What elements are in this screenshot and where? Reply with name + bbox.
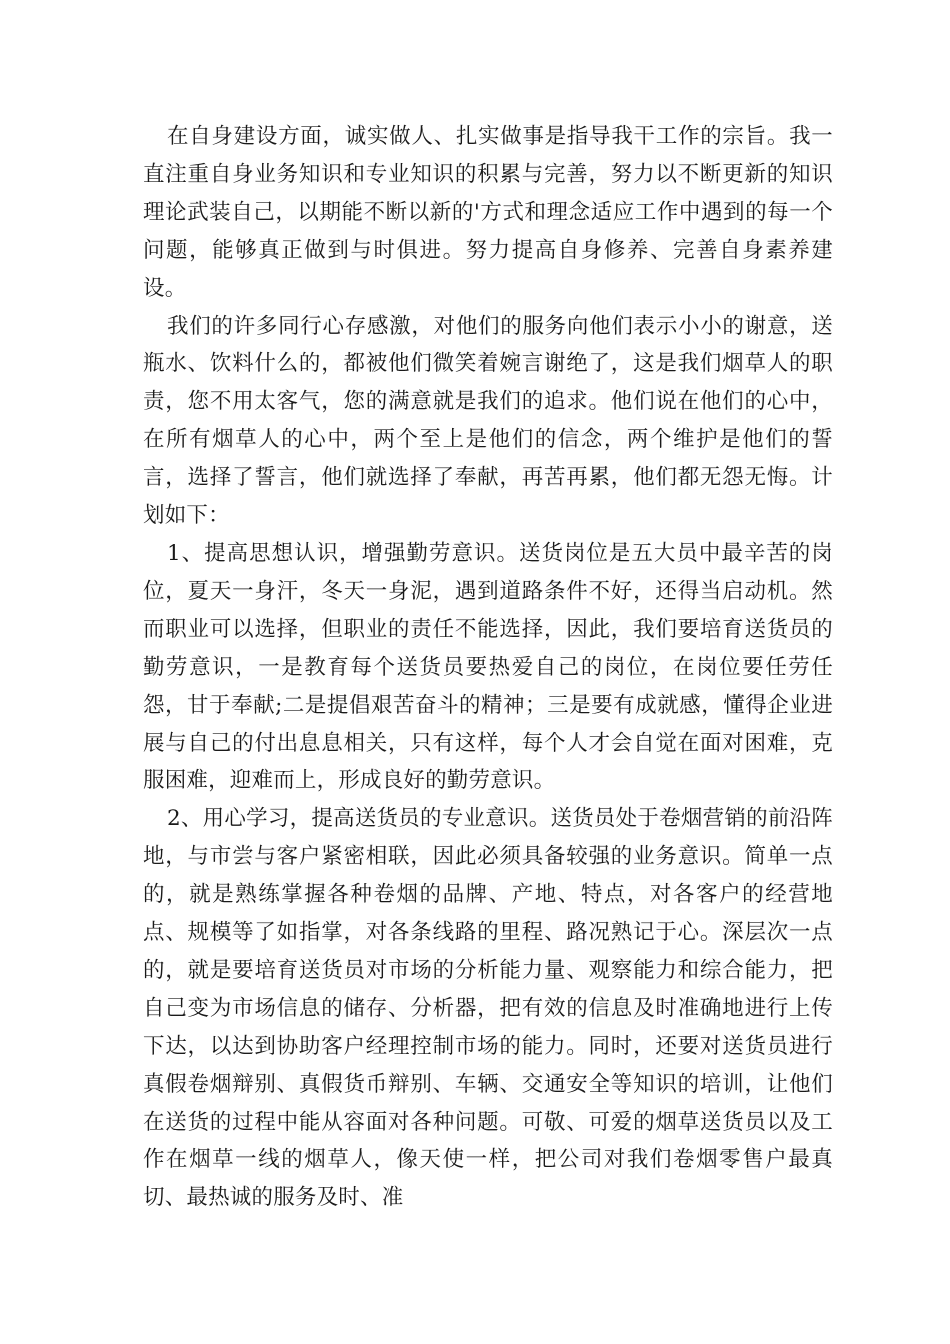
paragraph-plan-item-2: 2、用心学习，提高送货员的专业意识。送货员处于卷烟营销的前沿阵地，与市尝与客户紧密相联，因此必须具备较强的业务意识。简单一点的，就是熟练掌握各种卷烟的品牌、产地、特点，对各客户的经营地点、规模等了如指掌，对各条线路的里程、路况熟记于心。深层次一点的，就是要培育送货员对市场的分析能力量、观察能力和综合能力，把自己变为市场信息的储存、分析器，把有效的信息及时准确地进行上传下达，以达到协助客户经理控制市场的能力。同时，还要对送货员进行真假卷烟辩别、真假货币辩别、车辆、交通安全等知识的培训，让他们在送货的过程中能从容面对各种问题。可敬、可爱的烟草送货员以及工作在烟草一线的烟草人，像天使一样，把公司对我们卷烟零售户最真切、最热诚的服务及时、准 — [143, 806, 833, 1211]
document-body — [143, 118, 833, 1217]
paragraph-plan-item-1: 1、提高思想认识，增强勤劳意识。送货岗位是五大员中最辛苦的岗位，夏天一身汗，冬天一身泥，遇到道路条件不好，还得当启动机。然而职业可以选择，但职业的责任不能选择，因此，我们要培育送货员的勤劳意识，一是教育每个送货员要热爱自己的岗位，在岗位要任劳任怨，甘于奉献;二是提倡艰苦奋斗的精神；三是要有成就感，懂得企业进展与自己的付出息息相关，只有这样，每个人才会自觉在面对困难，克服困难，迎难而上，形成良好的勤劳意识。 — [143, 540, 833, 794]
paragraph-gratitude: 我们的许多同行心存感激，对他们的服务向他们表示小小的谢意，送瓶水、饮料什么的，都被他们微笑着婉言谢绝了，这是我们烟草人的职责，您不用太客气，您的满意就是我们的追求。他们说在他们的心中，在所有烟草人的心中，两个至上是他们的信念，两个维护是他们的誓言，选择了誓言，他们就选择了奉献，再苦再累，他们都无怨无悔。计划如下： — [143, 313, 833, 529]
paragraph-self-development: 在自身建设方面，诚实做人、扎实做事是指导我干工作的宗旨。我一直注重自身业务知识和专业知识的积累与完善，努力以不断更新的知识理论武装自己，以期能不断以新的'方式和理念适应工作中遇到的每一个问题，能够真正做到与时俱进。努力提高自身修养、完善自身素养建设。 — [143, 124, 833, 301]
